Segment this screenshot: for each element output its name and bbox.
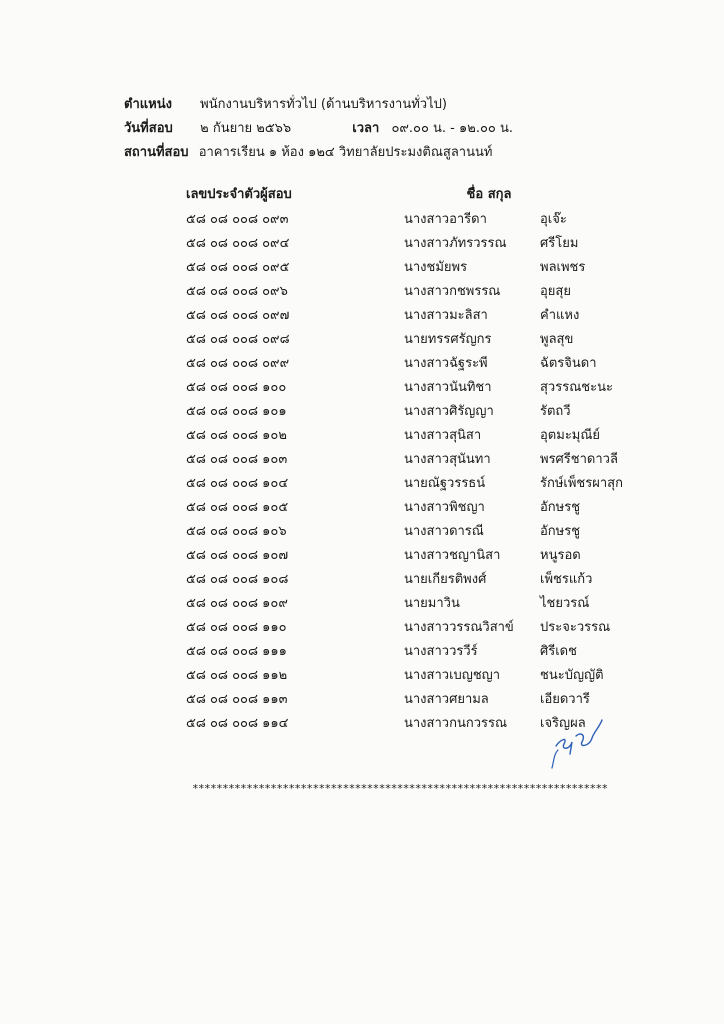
candidate-id: ๕๘ ๐๘ ๐๐๘ ๑๐๔ [186, 476, 289, 491]
candidate-id: ๕๘ ๐๘ ๐๐๘ ๑๐๙ [186, 596, 288, 611]
footer-divider: ********************************************************************* [192, 782, 608, 795]
candidate-last-name: เจริญผล [540, 716, 586, 731]
candidate-first-name: นางสาวกชพรรณ [404, 284, 501, 299]
candidate-id: ๕๘ ๐๘ ๐๐๘ ๑๐๒ [186, 428, 287, 443]
date-value: ๒ กันยาย ๒๕๖๖ [200, 121, 292, 136]
candidate-id: ๕๘ ๐๘ ๐๐๘ ๑๐๖ [186, 524, 287, 539]
date-label: วันที่สอบ [124, 121, 173, 136]
position-value: พนักงานบริหารทั่วไป (ด้านบริหารงานทั่วไป) [200, 97, 447, 112]
candidate-last-name: พูลสุข [540, 332, 574, 347]
candidate-first-name: นางสาวมะลิสา [404, 308, 488, 323]
candidate-id: ๕๘ ๐๘ ๐๐๘ ๑๐๕ [186, 500, 289, 515]
place-label: สถานที่สอบ [124, 145, 189, 160]
candidate-first-name: นางสาววรรณวิสาข์ [404, 620, 514, 635]
candidate-id: ๕๘ ๐๘ ๐๐๘ ๐๙๕ [186, 260, 290, 275]
table-row [186, 424, 623, 448]
exam-header [124, 93, 513, 165]
table-row [186, 592, 623, 616]
time-label: เวลา [352, 121, 380, 136]
col-id-header: เลขประจำตัวผู้สอบ [186, 187, 292, 202]
table-row [186, 328, 623, 352]
table-row [186, 616, 623, 640]
candidate-id: ๕๘ ๐๘ ๐๐๘ ๑๐๘ [186, 572, 289, 587]
candidate-last-name: ฉัตรจินดา [540, 356, 597, 371]
candidate-last-name: หนูรอด [540, 548, 581, 563]
table-row [186, 304, 623, 328]
candidate-last-name: อุเจ๊ะ [540, 212, 567, 227]
candidate-id: ๕๘ ๐๘ ๐๐๘ ๑๑๔ [186, 716, 289, 731]
candidate-last-name: สุวรรณชะนะ [540, 380, 613, 395]
candidate-last-name: พลเพชร [540, 260, 586, 275]
candidate-first-name: นางชมัยพร [404, 260, 468, 275]
candidate-last-name: อุตมะมุณีย์ [540, 428, 601, 443]
table-row [186, 496, 623, 520]
candidate-first-name: นางสาวชญานิสา [404, 548, 501, 563]
candidate-id: ๕๘ ๐๘ ๐๐๘ ๐๙๙ [186, 356, 290, 371]
candidate-first-name: นางสาวพิชญา [404, 500, 485, 515]
candidate-id: ๕๘ ๐๘ ๐๐๘ ๐๙๔ [186, 236, 290, 251]
candidate-first-name: นายณัฐวรรธน์ [404, 476, 486, 491]
table-row [186, 208, 623, 232]
time-value: ๐๙.๐๐ น. - ๑๒.๐๐ น. [391, 121, 513, 136]
col-name-header: ชื่อ สกุล [466, 187, 512, 202]
candidate-id: ๕๘ ๐๘ ๐๐๘ ๑๐๐ [186, 380, 287, 395]
candidate-first-name: นางสาวนันทิชา [404, 380, 492, 395]
table-row [186, 280, 623, 304]
candidate-id: ๕๘ ๐๘ ๐๐๘ ๐๙๘ [186, 332, 290, 347]
candidate-last-name: ไชยวรณ์ [540, 596, 590, 611]
position-label: ตำแหน่ง [124, 97, 172, 112]
candidate-first-name: นางสาวสุนิสา [404, 428, 482, 443]
candidate-first-name: นางสาวภัทรวรรณ [404, 236, 507, 251]
candidate-last-name: รัตถวี [540, 404, 571, 419]
candidate-last-name: รักษ์เพ็ชรผาสุก [540, 476, 623, 491]
candidate-id: ๕๘ ๐๘ ๐๐๘ ๑๑๐ [186, 620, 287, 635]
candidate-last-name: อักษรชู [540, 500, 581, 515]
candidate-first-name: นางสาววรวีร์ [404, 644, 478, 659]
candidate-id: ๕๘ ๐๘ ๐๐๘ ๑๐๓ [186, 452, 288, 467]
candidate-first-name: นางสาวศยามล [404, 692, 489, 707]
candidate-last-name: พรศรีชาดาวลี [540, 452, 618, 467]
table-header [186, 182, 623, 208]
table-row [186, 448, 623, 472]
candidate-id: ๕๘ ๐๘ ๐๐๘ ๑๐๑ [186, 404, 287, 419]
candidate-last-name: เพ็ชรแก้ว [540, 572, 593, 587]
table-row [186, 472, 623, 496]
candidate-first-name: นายทรรศรัญกร [404, 332, 492, 347]
table-row [186, 400, 623, 424]
table-row [186, 376, 623, 400]
place-value: อาคารเรียน ๑ ห้อง ๑๒๔ วิทยาลัยประมงติณสูลานนท์ [198, 145, 493, 160]
candidate-id: ๕๘ ๐๘ ๐๐๘ ๑๑๑ [186, 644, 287, 659]
date-row [124, 117, 513, 141]
candidate-table [186, 182, 623, 736]
candidate-last-name: ศรีโยม [540, 236, 579, 251]
candidate-last-name: อักษรชู [540, 524, 581, 539]
table-row [186, 568, 623, 592]
candidate-first-name: นางสาวสุนันทา [404, 452, 491, 467]
candidate-last-name: ศิรีเดช [540, 644, 577, 659]
candidate-first-name: นางสาวเบญชญา [404, 668, 501, 683]
table-row [186, 640, 623, 664]
candidate-last-name: ชนะบัญญัติ [540, 668, 604, 683]
candidate-id: ๕๘ ๐๘ ๐๐๘ ๑๑๓ [186, 692, 288, 707]
place-row [124, 141, 513, 165]
candidate-first-name: นางสาวอารีดา [404, 212, 487, 227]
candidate-first-name: นางสาวดารณี [404, 524, 484, 539]
table-row [186, 544, 623, 568]
candidate-last-name: อุยสุย [540, 284, 571, 299]
candidate-id: ๕๘ ๐๘ ๐๐๘ ๐๙๖ [186, 284, 288, 299]
candidate-last-name: คำแหง [540, 308, 580, 323]
candidate-first-name: นางสาวกนกวรรณ [404, 716, 508, 731]
table-row [186, 256, 623, 280]
table-row [186, 664, 623, 688]
candidate-first-name: นางสาวฉัฐระพี [404, 356, 488, 371]
table-row [186, 232, 623, 256]
table-row [186, 520, 623, 544]
candidate-id: ๕๘ ๐๘ ๐๐๘ ๐๙๓ [186, 212, 289, 227]
candidate-first-name: นางสาวศิรัญญา [404, 404, 494, 419]
position-row [124, 93, 513, 117]
table-row [186, 352, 623, 376]
candidate-id: ๕๘ ๐๘ ๐๐๘ ๐๙๗ [186, 308, 290, 323]
candidate-first-name: นายเกียรติพงศ์ [404, 572, 487, 587]
candidate-last-name: เอียดวารี [540, 692, 590, 707]
table-body [186, 208, 623, 736]
handwritten-signature [546, 706, 612, 772]
candidate-last-name: ประจะวรรณ [540, 620, 611, 635]
candidate-id: ๕๘ ๐๘ ๐๐๘ ๑๐๗ [186, 548, 289, 563]
candidate-first-name: นายมาวิน [404, 596, 460, 611]
candidate-id: ๕๘ ๐๘ ๐๐๘ ๑๑๒ [186, 668, 288, 683]
